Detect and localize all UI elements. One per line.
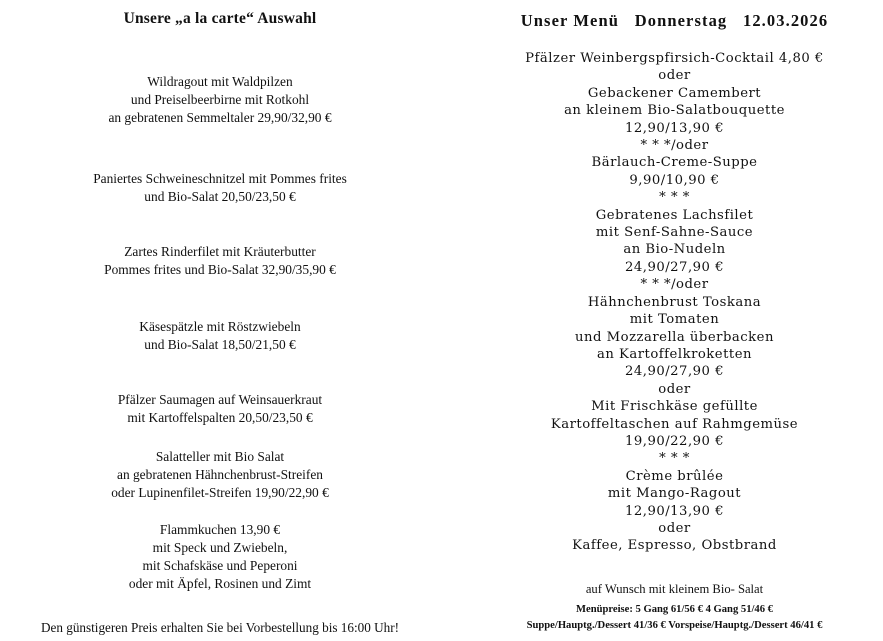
dish-line: Salatteller mit Bio Salat bbox=[155, 449, 285, 464]
dish-line: mit Schafskäse und Peperoni bbox=[142, 558, 298, 573]
dish-line: oder mit Äpfel, Rosinen und Zimt bbox=[128, 576, 312, 591]
menu-line: Kartoffeltaschen auf Rahmgemüse bbox=[550, 416, 799, 432]
title-date: 12.03.2026 bbox=[742, 11, 829, 30]
menu-line: an Bio-Nudeln bbox=[623, 242, 726, 258]
dish-salatteller bbox=[0, 448, 440, 502]
menu-line: 24,90/27,90 € bbox=[624, 364, 725, 380]
dish-line: und Bio-Salat 20,50/23,50 € bbox=[144, 189, 296, 204]
dish-line: Paniertes Schweineschnitzel mit Pommes frites bbox=[93, 171, 347, 186]
menu-prices-line: Menüpreise: 5 Gang 61/56 € 4 Gang 51/46 € bbox=[576, 604, 773, 615]
a-la-carte-column bbox=[0, 0, 440, 641]
title-day: Donnerstag bbox=[634, 11, 728, 30]
dish-rinderfilet bbox=[0, 243, 440, 279]
menu-line: 12,90/13,90 € bbox=[624, 503, 725, 519]
menu-line: Hähnchenbrust Toskana bbox=[587, 294, 762, 310]
dish-line: Pommes frites und Bio-Salat 32,90/35,90 € bbox=[104, 262, 336, 277]
course-list bbox=[466, 50, 883, 555]
dish-line: mit Kartoffelspalten 20,50/23,50 € bbox=[127, 410, 313, 425]
menu-line: * * */oder bbox=[640, 277, 709, 293]
menu-line: * * */oder bbox=[640, 138, 709, 154]
combo-prices-line: Suppe/Hauptg./Dessert 41/36 € Vorspeise/Hauptg./Dessert 46/41 € bbox=[526, 620, 823, 631]
daily-menu-title bbox=[466, 11, 883, 31]
menu-line: 12,90/13,90 € bbox=[624, 120, 725, 136]
menu-line: 9,90/10,90 € bbox=[629, 172, 720, 188]
menu-line: 24,90/27,90 € bbox=[624, 259, 725, 275]
menu-line: mit Senf-Sahne-Sauce bbox=[595, 225, 754, 241]
menu-line: an Kartoffelkroketten bbox=[596, 346, 752, 362]
dish-line: an gebratenen Semmeltaler 29,90/32,90 € bbox=[108, 110, 332, 125]
salad-note: auf Wunsch mit kleinem Bio- Salat bbox=[585, 582, 764, 596]
menu-line: * * * bbox=[659, 451, 690, 467]
dish-line: mit Speck und Zwiebeln, bbox=[152, 540, 288, 555]
menu-line: Bärlauch-Creme-Suppe bbox=[591, 155, 758, 171]
dish-flammkuchen bbox=[0, 521, 440, 593]
preorder-note: Den günstigeren Preis erhalten Sie bei Vorbestellung bis 16:00 Uhr! bbox=[40, 620, 400, 635]
dish-saumagen bbox=[0, 391, 440, 427]
menu-line: mit Tomaten bbox=[629, 312, 720, 328]
menu-line: oder bbox=[658, 381, 691, 397]
menu-line: Kaffee, Espresso, Obstbrand bbox=[572, 538, 777, 554]
dish-schweineschnitzel bbox=[0, 170, 440, 206]
dish-line: Zartes Rinderfilet mit Kräuterbutter bbox=[124, 244, 316, 259]
dish-line: Wildragout mit Waldpilzen bbox=[147, 74, 293, 89]
title-prefix: Unser Menü bbox=[520, 11, 620, 30]
dish-line: an gebratenen Hähnchenbrust-Streifen bbox=[117, 467, 323, 482]
dish-line: Flammkuchen 13,90 € bbox=[159, 522, 281, 537]
dish-line: Pfälzer Saumagen auf Weinsauerkraut bbox=[117, 392, 323, 407]
menu-line: Gebackener Camembert bbox=[587, 85, 762, 101]
menu-line: Gebratenes Lachsfilet bbox=[595, 207, 754, 223]
dish-kaesespaetzle bbox=[0, 318, 440, 354]
menu-line: Mit Frischkäse gefüllte bbox=[591, 399, 758, 415]
menu-line: * * * bbox=[659, 190, 690, 206]
a-la-carte-title: Unsere „a la carte“ Auswahl bbox=[123, 10, 317, 27]
dish-line: Käsespätzle mit Röstzwiebeln bbox=[139, 319, 301, 334]
menu-line: oder bbox=[658, 520, 691, 536]
dish-line: und Bio-Salat 18,50/21,50 € bbox=[144, 337, 296, 352]
daily-menu-column bbox=[466, 0, 883, 641]
dish-line: oder Lupinenfilet-Streifen 19,90/22,90 € bbox=[111, 485, 329, 500]
menu-line: Pfälzer Weinbergspfirsich-Cocktail 4,80 € bbox=[525, 51, 824, 66]
dish-wildragout bbox=[0, 73, 440, 127]
menu-line: oder bbox=[658, 68, 691, 84]
menu-line: und Mozzarella überbacken bbox=[575, 329, 774, 345]
dish-line: und Preiselbeerbirne mit Rotkohl bbox=[130, 92, 310, 107]
menu-line: an kleinem Bio-Salatbouquette bbox=[564, 103, 785, 119]
menu-line: Crème brûlée bbox=[625, 468, 724, 484]
menu-line: mit Mango-Ragout bbox=[607, 486, 742, 502]
menu-line: 19,90/22,90 € bbox=[624, 433, 725, 449]
